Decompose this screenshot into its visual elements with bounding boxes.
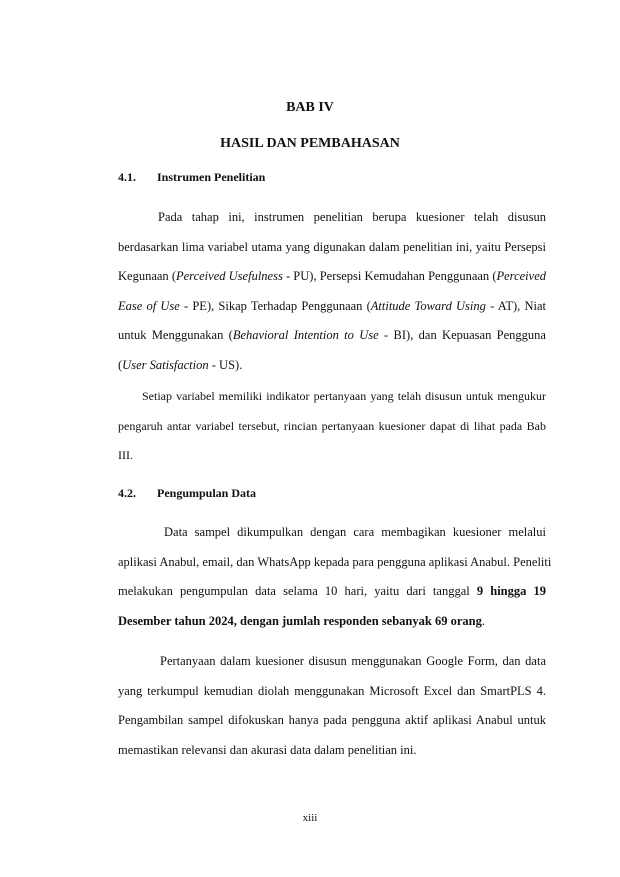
- paragraph-line: Kegunaan (Perceived Usefulness - PU), Persepsi Kemudahan Penggunaan (Perceived: [118, 269, 546, 284]
- chapter-number: BAB IV: [286, 100, 334, 115]
- paragraph-line: memastikan relevansi dan akurasi data dalam penelitian ini.: [118, 742, 417, 757]
- paragraph-line: III.: [118, 448, 133, 463]
- paragraph-line: Pertanyaan dalam kuesioner disusun menggunakan Google Form, dan data: [160, 654, 546, 668]
- paragraph-indikator: [118, 382, 546, 471]
- section-heading-4-2: [118, 486, 256, 501]
- paragraph-line: aplikasi Anabul, email, dan WhatsApp kepada para pengguna aplikasi Anabul. Peneliti: [118, 554, 552, 569]
- paragraph-pengumpulan: [118, 518, 552, 636]
- section-number: 4.2.: [118, 486, 136, 500]
- paragraph-line: Ease of Use - PE), Sikap Terhadap Penggunaan (Attitude Toward Using - AT), Niat: [118, 298, 546, 313]
- section-heading-4-1: [118, 170, 265, 185]
- paragraph-kuesioner: [118, 647, 546, 765]
- page-number: xiii: [302, 812, 318, 824]
- paragraph-line: melakukan pengumpulan data selama 10 hari, yaitu dari tanggal 9 hingga 19: [118, 584, 546, 599]
- paragraph-line: pengaruh antar variabel tersebut, rincian pertanyaan kuesioner dapat di lihat pada Bab: [118, 418, 546, 433]
- section-title: Instrumen Penelitian: [157, 170, 266, 184]
- paragraph-line: Pada tahap ini, instrumen penelitian berupa kuesioner telah disusun: [158, 210, 546, 224]
- paragraph-line: Pengambilan sampel difokuskan hanya pada pengguna aktif aplikasi Anabul untuk: [118, 713, 546, 728]
- paragraph-line: yang terkumpul kemudian diolah menggunakan Microsoft Excel dan SmartPLS 4.: [118, 683, 546, 698]
- paragraph-line: (User Satisfaction - US).: [118, 357, 243, 372]
- paragraph-line: Setiap variabel memiliki indikator pertanyaan yang telah disusun untuk mengukur: [142, 389, 546, 403]
- chapter-title: HASIL DAN PEMBAHASAN: [220, 136, 400, 151]
- paragraph-line: Desember tahun 2024, dengan jumlah responden sebanyak 69 orang.: [118, 613, 485, 628]
- paragraph-line: berdasarkan lima variabel utama yang digunakan dalam penelitian ini, yaitu Persepsi: [118, 239, 546, 254]
- paragraph-instrumen: [118, 203, 546, 381]
- paragraph-line: untuk Menggunakan (Behavioral Intention to Use - BI), dan Kepuasan Pengguna: [118, 328, 546, 343]
- section-title: Pengumpulan Data: [157, 486, 257, 500]
- paragraph-line: Data sampel dikumpulkan dengan cara membagikan kuesioner melalui: [164, 525, 546, 539]
- section-number: 4.1.: [118, 170, 136, 184]
